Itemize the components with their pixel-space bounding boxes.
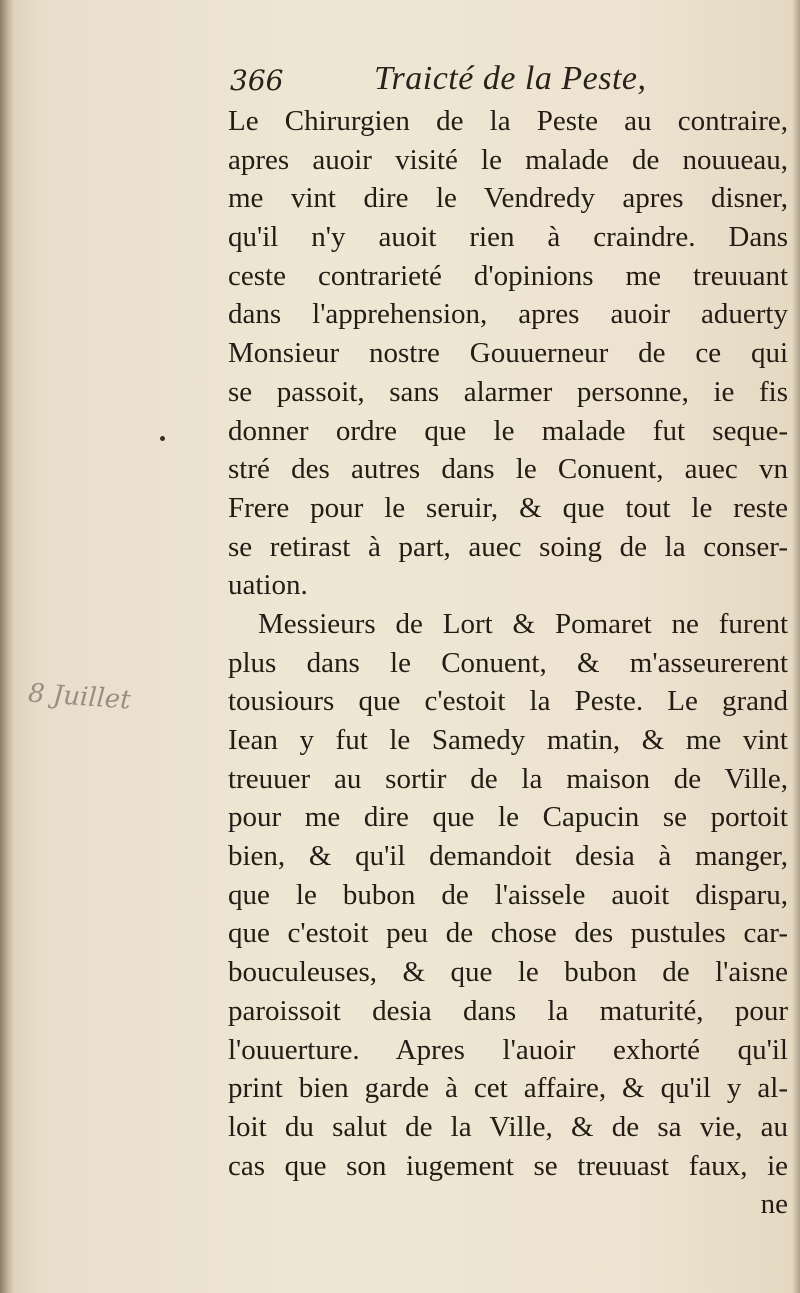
text-line: Le Chirurgien de la Peste au contraire,: [228, 105, 788, 137]
text-line: bouculeuses, & que le bubon de l'aisne: [228, 956, 788, 989]
running-title: Traicté de la Peste,: [374, 60, 647, 97]
text-line: se passoit, sans alarmer personne, ie fis: [228, 375, 788, 408]
text-line: cas que son iugement se treuuast faux, ie: [228, 1149, 788, 1182]
text-line: pour me dire que le Capucin se portoit: [228, 801, 788, 834]
text-line: Frere pour le seruir, & que tout le reste: [228, 491, 788, 524]
text-line: uation.: [228, 569, 308, 602]
body-text: [228, 102, 788, 1224]
gutter-shadow: [0, 0, 14, 1293]
page-number: 366: [230, 64, 284, 97]
text-line: print bien garde à cet affaire, & qu'il y al-: [228, 1072, 788, 1105]
text-line: dans l'apprehension, apres auoir aduerty: [228, 298, 788, 331]
text-line: ceste contrarieté d'opinions me treuuant: [228, 259, 788, 292]
text-line: se retirast à part, auec soing de la conser-: [228, 530, 788, 563]
text-line: que le bubon de l'aissele auoit disparu,: [228, 878, 788, 911]
handwritten-margin-note: 8 Juillet: [27, 678, 132, 716]
text-line: plus dans le Conuent, & m'asseurerent: [228, 646, 788, 679]
text-line: que c'estoit peu de chose des pustules car-: [228, 917, 788, 950]
text-line: tousiours que c'estoit la Peste. Le grand: [228, 685, 788, 718]
catchword: ne: [760, 1188, 788, 1221]
paragraph-start-line: Messieurs de Lort & Pomaret ne furent: [258, 607, 788, 640]
text-line: bien, & qu'il demandoit desia à manger,: [228, 840, 788, 873]
page-header: [226, 58, 766, 104]
text-line: loit du salut de la Ville, & de sa vie, au: [228, 1110, 788, 1143]
text-line: l'ouuerture. Apres l'auoir exhorté qu'il: [228, 1033, 788, 1066]
text-line: apres auoir visité le malade de nouueau,: [228, 143, 788, 176]
ink-speck: [160, 436, 165, 441]
text-line: donner ordre que le malade fut seque-: [228, 414, 788, 447]
text-line: stré des autres dans le Conuent, auec vn: [228, 453, 788, 486]
text-line: paroissoit desia dans la maturité, pour: [228, 994, 788, 1027]
text-line: Iean y fut le Samedy matin, & me vint: [228, 724, 788, 756]
text-line: treuuer au sortir de la maison de Ville,: [228, 762, 788, 795]
text-line: qu'il n'y auoit rien à craindre. Dans: [228, 221, 788, 254]
page-edge: [792, 0, 800, 1293]
text-line: me vint dire le Vendredy apres disner,: [228, 182, 788, 215]
text-line: Monsieur nostre Gouuerneur de ce qui: [228, 337, 788, 370]
